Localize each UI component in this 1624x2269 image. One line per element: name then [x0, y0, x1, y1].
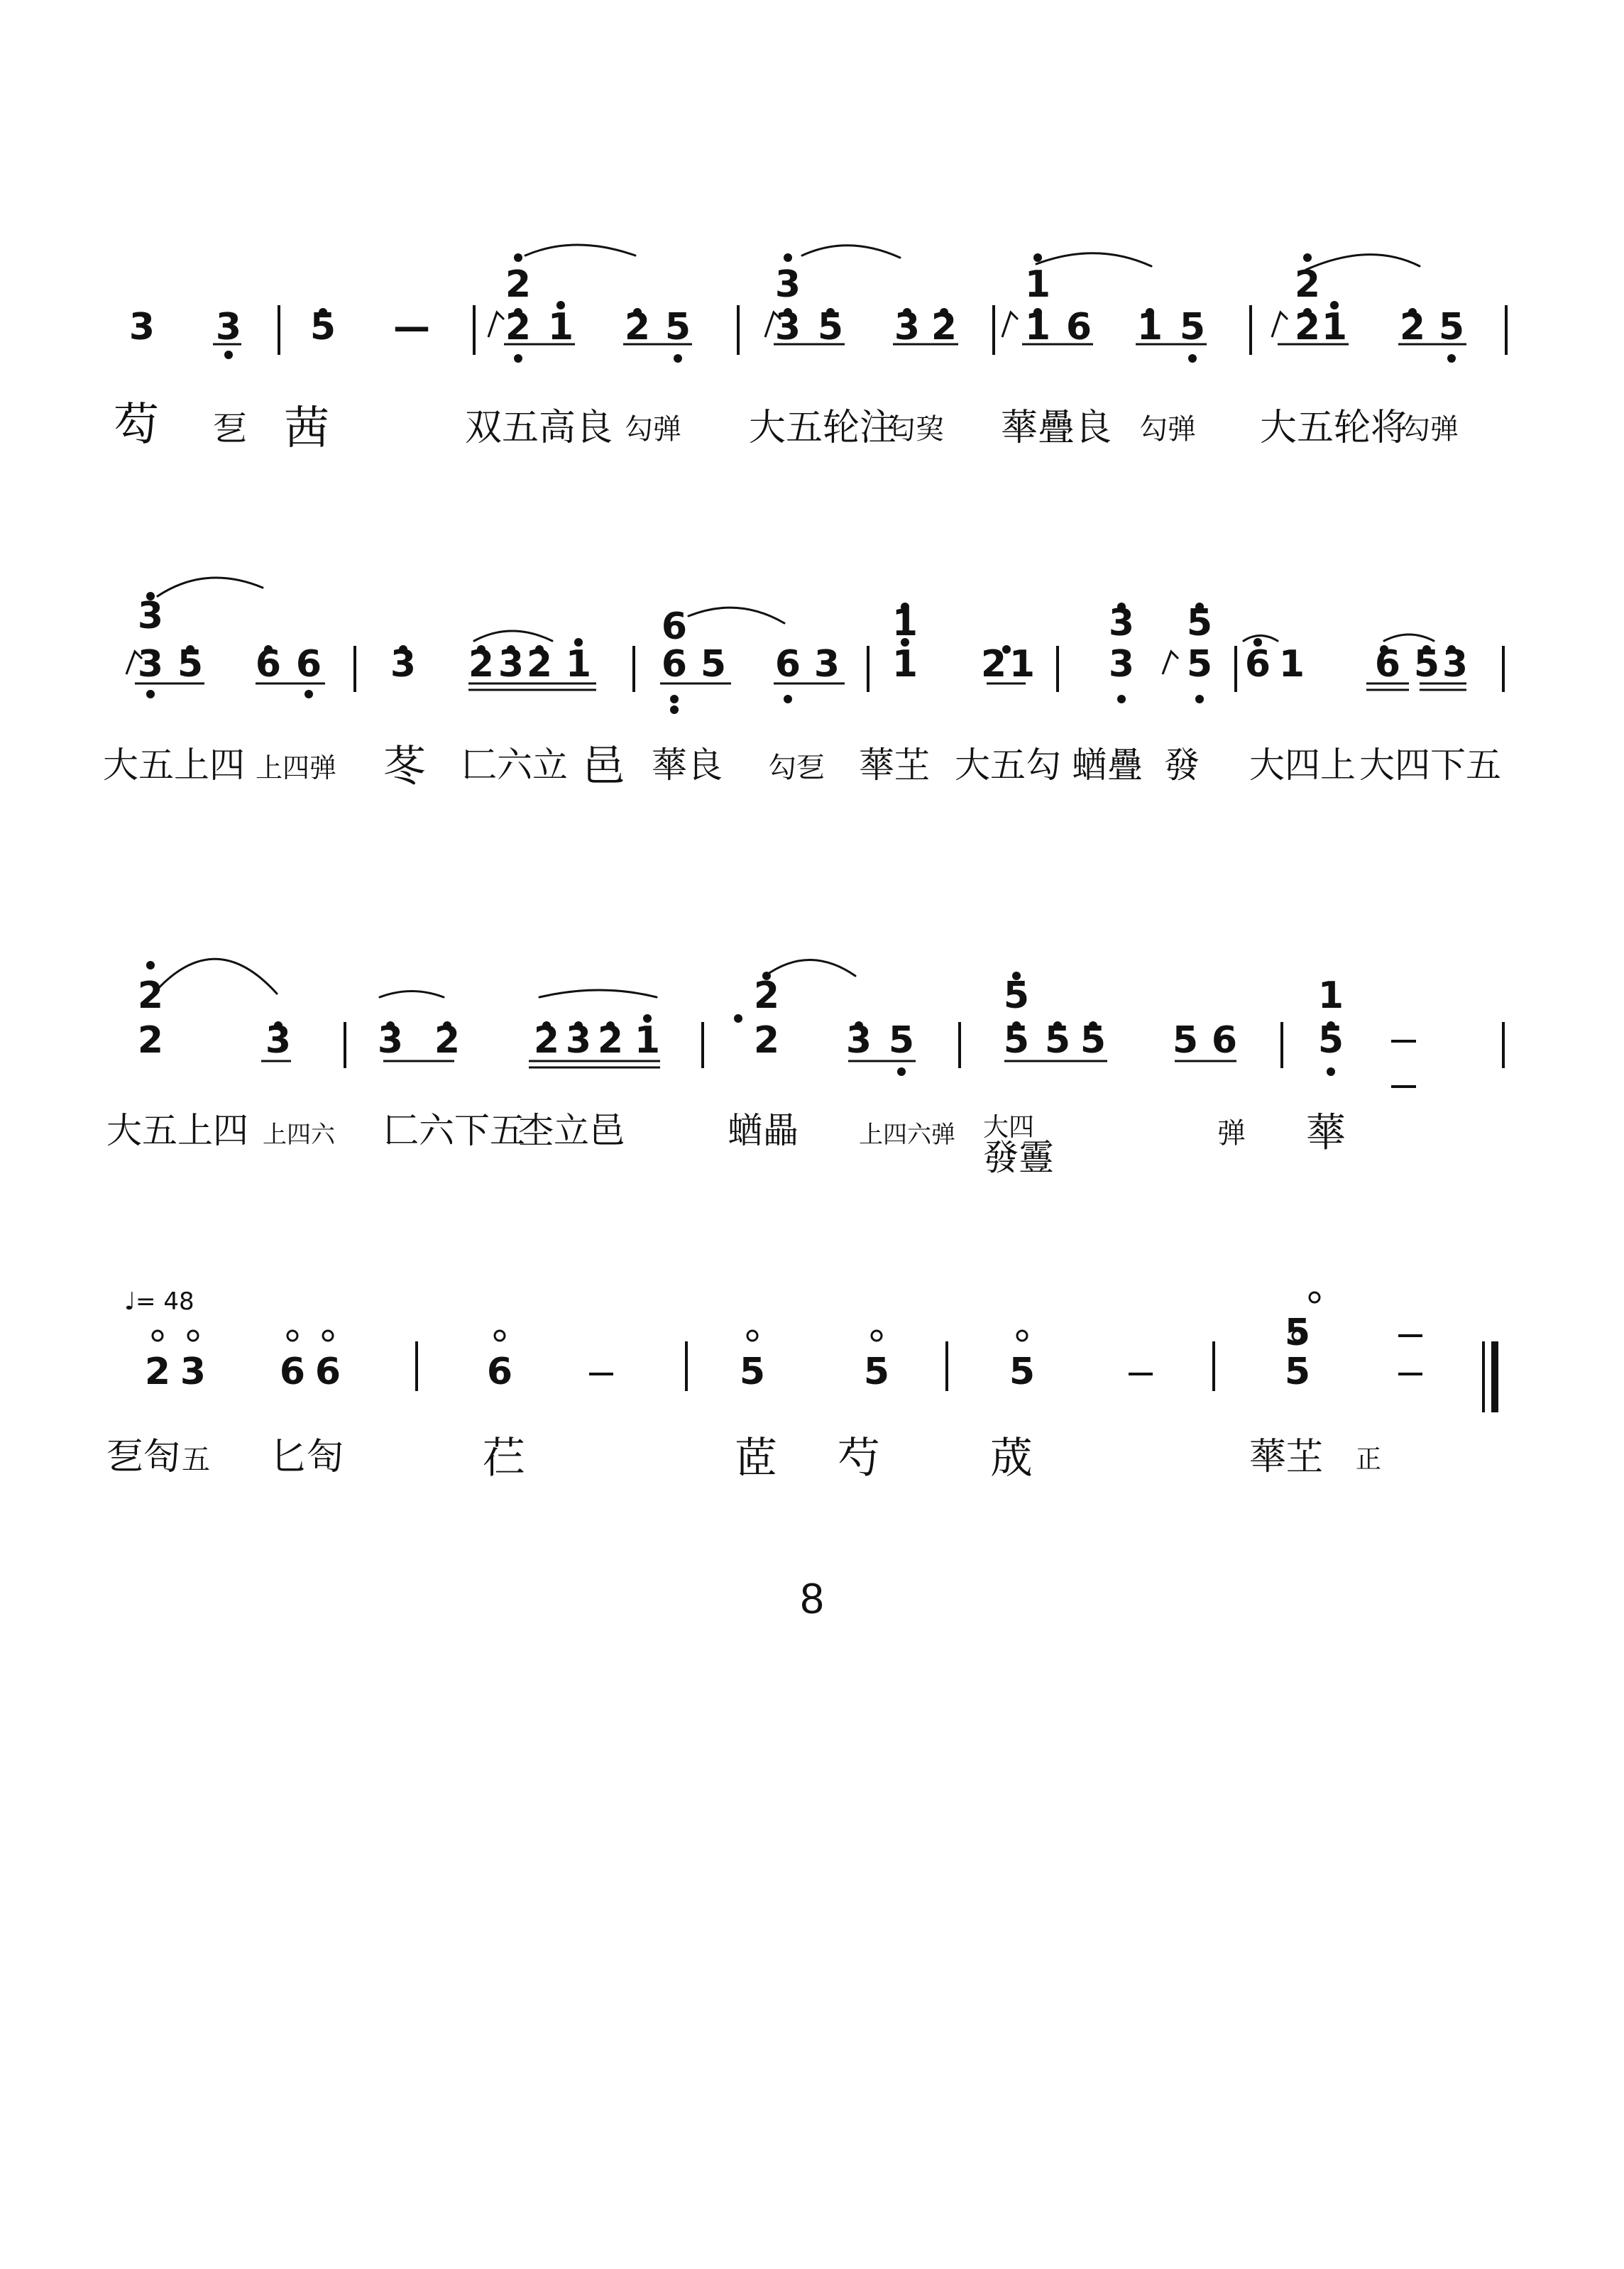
slur [380, 991, 444, 998]
note: 2 [505, 306, 532, 348]
sustain-dash [1398, 1373, 1422, 1375]
note: 3 [498, 643, 525, 686]
note: 5 [1009, 1351, 1036, 1393]
tab-glyph: 勾乭 [768, 752, 825, 784]
note: 3 [137, 595, 164, 637]
sustain-dash [1391, 1085, 1416, 1088]
tab-glyph: 大五上四 [103, 745, 245, 786]
note: 3 [894, 306, 921, 348]
dot [514, 354, 522, 363]
harmonic-marks [153, 1292, 1320, 1341]
harmonic-circle [153, 1331, 163, 1341]
note: 1 [1278, 643, 1305, 686]
note: 6 [314, 1351, 341, 1393]
tab-glyph: 發霻 [983, 1137, 1054, 1178]
note: 5 [1317, 1019, 1344, 1062]
dot [1195, 695, 1204, 703]
note: 1 [891, 602, 918, 644]
slur [688, 608, 784, 623]
tab-glyph: 匚六立 [461, 745, 568, 786]
tab-glyph: 上四弹 [256, 752, 337, 784]
slur [1036, 253, 1151, 266]
slur [1384, 634, 1434, 641]
note: 2 [753, 974, 780, 1017]
note: 1 [1321, 306, 1348, 348]
note-dash: — [393, 306, 430, 348]
note: 1 [1317, 974, 1344, 1017]
note: 1 [547, 306, 574, 348]
note: 6 [295, 643, 322, 686]
tab-glyph: 乭 [213, 409, 248, 449]
note: 5 [1003, 1019, 1030, 1062]
dot [146, 961, 155, 969]
note: 5 [177, 643, 204, 686]
note: 6 [255, 643, 282, 686]
tab-glyph: 蕐疊良 [1001, 407, 1112, 449]
tab-glyph: 芍 [838, 1434, 880, 1483]
note: 3 [565, 1019, 592, 1062]
tab-glyph: 匚六下五 [383, 1110, 525, 1151]
note: 6 [661, 643, 688, 686]
slur [525, 245, 635, 256]
dash-marks [401, 328, 1422, 1375]
tablature-row-2 [103, 742, 1501, 791]
slur [158, 578, 263, 596]
note: 3 [1442, 643, 1469, 686]
note: 2 [137, 974, 164, 1017]
slur-arcs [150, 245, 1434, 997]
tab-glyph: 大五上四 [106, 1110, 248, 1151]
dot [670, 695, 679, 703]
harmonic-circle [1310, 1292, 1320, 1302]
dot [1447, 354, 1456, 363]
note: 3 [390, 643, 417, 686]
note: 5 [1172, 1019, 1199, 1062]
note: 6 [486, 1351, 513, 1393]
note: 3 [813, 643, 840, 686]
tab-glyph: 勾弹 [1402, 413, 1459, 446]
tab-glyph: 匕匌 [270, 1436, 344, 1478]
dot [1188, 354, 1197, 363]
note: 5 [1186, 602, 1213, 644]
dot [670, 705, 679, 714]
tab-glyph: 大五轮将 [1260, 407, 1408, 449]
slur [539, 990, 657, 997]
note: 3 [845, 1019, 872, 1062]
tab-glyph: 蝤畾 [728, 1110, 799, 1151]
note: 5 [888, 1019, 915, 1062]
note: 2 [931, 306, 958, 348]
note: 6 [1065, 306, 1092, 348]
note: 1 [891, 643, 918, 686]
sustain-dash [1398, 1334, 1422, 1337]
glide-arrow [1163, 652, 1178, 674]
note: 5 [1284, 1351, 1311, 1393]
note: 2 [624, 306, 651, 348]
tab-glyph: 乭匌 [106, 1436, 181, 1478]
note: 2 [505, 263, 532, 306]
glide-arrow [488, 312, 504, 337]
note: 2 [980, 643, 1007, 686]
underlines [135, 344, 1469, 1067]
note: 3 [180, 1351, 207, 1393]
note: 6 [279, 1351, 306, 1393]
slur [765, 960, 855, 977]
tab-glyph: 大四 [983, 1113, 1035, 1142]
note: 2 [137, 1019, 164, 1062]
dot [304, 690, 313, 698]
tab-glyph: 發 [1164, 745, 1200, 786]
note: 3 [377, 1019, 404, 1062]
dot [784, 253, 792, 262]
note: 5 [1080, 1019, 1107, 1062]
dot [734, 1014, 742, 1023]
dot [784, 695, 792, 703]
tab-glyph: 芢 [483, 1434, 525, 1483]
harmonic-circle [495, 1331, 505, 1341]
note: 3 [265, 1019, 292, 1062]
slur [802, 246, 900, 258]
note: 2 [144, 1351, 171, 1393]
note: 1 [565, 643, 592, 686]
tab-glyph: 大五轮注 [749, 407, 897, 449]
tab-glyph: 苳 [383, 742, 426, 791]
harmonic-circle [188, 1331, 198, 1341]
dot [897, 1067, 906, 1076]
harmonic-circle [287, 1331, 297, 1341]
dot [1327, 1067, 1335, 1076]
bar-lines [279, 305, 1506, 1412]
tab-glyph: 蕐芏 [859, 745, 930, 786]
tab-glyph: 邑 [582, 742, 625, 791]
note: 1 [1136, 306, 1163, 348]
note: 3 [1108, 643, 1135, 686]
tablature-row-4 [106, 1434, 1381, 1483]
note: 2 [533, 1019, 560, 1062]
harmonic-circle [872, 1331, 882, 1341]
note: 2 [1399, 306, 1426, 348]
note: 6 [774, 643, 801, 686]
tab-glyph: 荿 [990, 1434, 1033, 1483]
note: 5 [664, 306, 691, 348]
note: 3 [1108, 602, 1135, 644]
glide-arrow [1002, 312, 1018, 337]
note: 3 [774, 263, 801, 306]
note: 2 [468, 643, 495, 686]
page-number: 8 [800, 1575, 824, 1622]
note: 3 [137, 643, 164, 686]
tab-glyph: 蝤疊 [1072, 745, 1143, 786]
sustain-dash [589, 1373, 613, 1375]
note: 2 [434, 1019, 461, 1062]
note: 2 [753, 1019, 780, 1062]
note: 5 [863, 1351, 890, 1393]
harmonic-circle [323, 1331, 333, 1341]
tablature-row-1 [114, 399, 1459, 455]
glide-arrow [1272, 312, 1288, 337]
tablature-row-3 [106, 1110, 1346, 1178]
note: 5 [309, 306, 336, 348]
tab-glyph: 杢立邑 [518, 1110, 625, 1151]
slur [1306, 255, 1420, 270]
note: 5 [1003, 974, 1030, 1017]
tab-glyph: 大四上 [1249, 745, 1356, 786]
tempo-marking: ♩= 48 [124, 1287, 194, 1316]
note: 5 [1413, 643, 1440, 686]
dot [1303, 253, 1312, 262]
note: 5 [1284, 1312, 1311, 1354]
tab-glyph: 正 [1356, 1445, 1382, 1474]
tab-glyph: 弹 [1217, 1117, 1246, 1150]
tab-glyph: 蕐良 [652, 745, 723, 786]
note: 2 [597, 1019, 624, 1062]
note: 5 [1179, 306, 1206, 348]
note: 5 [1044, 1019, 1071, 1062]
tempo [124, 1287, 194, 1316]
dot [146, 690, 155, 698]
tab-glyph: 大四下五 [1359, 745, 1501, 786]
dot [1033, 253, 1042, 262]
note: 6 [1244, 643, 1271, 686]
tab-glyph: 蕐 [1306, 1110, 1346, 1156]
slur [474, 631, 552, 641]
dot [224, 351, 233, 359]
note: 3 [774, 306, 801, 348]
tab-glyph: 匂巭 [887, 413, 944, 446]
tab-glyph: 上四六 [263, 1121, 335, 1149]
tab-glyph: 大五勾 [955, 745, 1061, 786]
note: 2 [526, 643, 553, 686]
tab-glyph: 蕐芏 [1249, 1436, 1324, 1478]
note: 3 [128, 306, 155, 348]
tab-glyph: 双五高良 [465, 407, 613, 449]
tab-glyph: 茜 [284, 402, 329, 455]
tab-glyph: 茝 [735, 1434, 777, 1483]
tab-glyph: 勾弹 [625, 413, 681, 446]
sustain-dash [1391, 1040, 1416, 1043]
dot [674, 354, 682, 363]
sustain-dash [1129, 1373, 1153, 1375]
dot [1117, 695, 1126, 703]
note: 5 [817, 306, 844, 348]
tab-glyph: 勾弹 [1139, 413, 1196, 446]
note: 1 [634, 1019, 661, 1062]
tab-glyph: 五 [182, 1444, 210, 1476]
harmonic-circle [1017, 1331, 1027, 1341]
note: 6 [1374, 643, 1401, 686]
note: 1 [1024, 263, 1051, 306]
harmonic-circle [747, 1331, 757, 1341]
note: 2 [1294, 306, 1321, 348]
note: 1 [1009, 643, 1036, 686]
note: 1 [1024, 306, 1051, 348]
note: 6 [661, 605, 688, 648]
slur [150, 959, 277, 997]
note: 3 [215, 306, 242, 348]
note: 5 [1186, 643, 1213, 686]
note: 5 [1438, 306, 1465, 348]
note: 2 [1294, 263, 1321, 306]
note: 5 [739, 1351, 766, 1393]
note: 6 [1211, 1019, 1238, 1062]
dot [514, 253, 522, 262]
note: 5 [700, 643, 727, 686]
tab-glyph: 芶 [114, 399, 159, 451]
tab-glyph: 上四六弹 [859, 1121, 955, 1149]
